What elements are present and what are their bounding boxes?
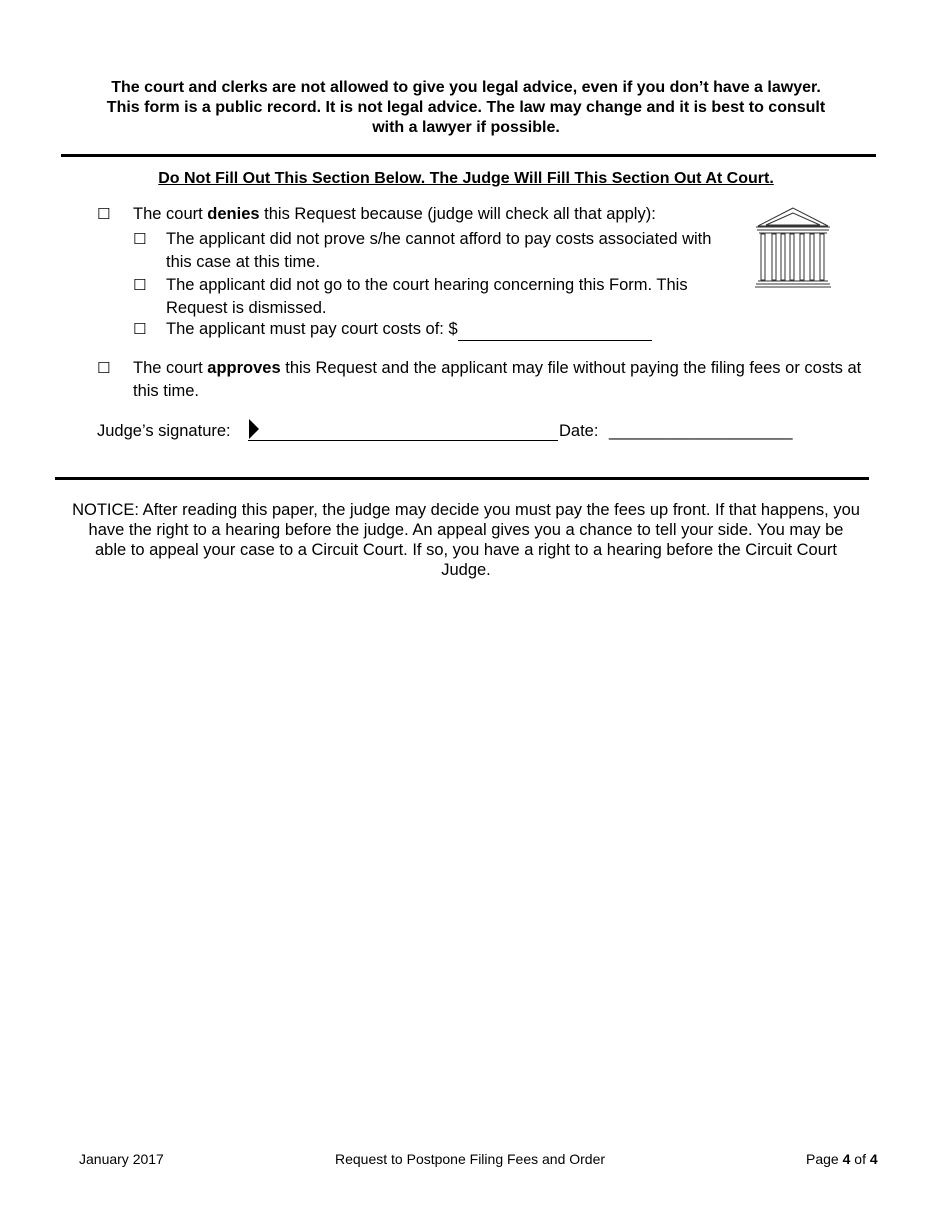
sign-here-arrow-icon (248, 418, 260, 440)
option-text: The applicant did not prove s/he cannot afford to pay costs associated with (166, 230, 712, 248)
judge-signature-label: Judge’s signature: (97, 422, 231, 440)
option-checkbox[interactable]: ☐ (133, 277, 147, 294)
denies-text: The court denies this Request because (judge will check all that apply): (133, 205, 656, 223)
denies-keyword: denies (207, 205, 260, 223)
approves-text-cont: this time. (133, 382, 200, 400)
option-checkbox[interactable]: ☐ (133, 231, 147, 248)
date-field[interactable]: ____________________ (609, 422, 793, 440)
footer-date: January 2017 (79, 1151, 164, 1167)
denies-option-no-show (133, 274, 688, 317)
denies-row (97, 203, 656, 226)
option-checkbox[interactable]: ☐ (133, 321, 147, 338)
denies-option-not-proven (133, 228, 712, 271)
current-page: 4 (842, 1151, 851, 1167)
bottom-divider (55, 477, 869, 480)
option-text: The applicant must pay court costs of: $ (166, 320, 458, 338)
notice-line-1: NOTICE: After reading this paper, the judge may decide you must pay the fees up front. If that happens, you (72, 501, 860, 519)
judge-section-heading: Do Not Fill Out This Section Below. The Judge Will Fill This Section Out At Court. (158, 170, 774, 187)
denies-checkbox[interactable]: ☐ (97, 206, 111, 223)
appeal-notice (52, 500, 880, 580)
approves-row (97, 357, 897, 400)
court-costs-amount-field[interactable] (458, 322, 652, 341)
denies-option-pay-costs (133, 318, 458, 341)
disclaimer-line-3: with a lawyer if possible. (372, 119, 560, 136)
legal-disclaimer (60, 78, 872, 138)
footer-form-title: Request to Postpone Filing Fees and Order (335, 1151, 606, 1167)
courthouse-icon (754, 206, 832, 288)
notice-line-4: Judge. (441, 561, 491, 579)
notice-line-2: have the right to a hearing before the judge. An appeal gives you a chance to tell your side. You may be (88, 521, 844, 539)
total-pages: 4 (869, 1151, 878, 1167)
top-divider (61, 154, 876, 157)
option-text-cont: this case at this time. (166, 253, 321, 271)
approves-text: The court approves this Request and the applicant may file without paying the filing fees or costs at (133, 359, 862, 377)
signature-row (97, 420, 231, 443)
judge-signature-field[interactable] (248, 440, 558, 441)
footer-page-number: Page 4 of 4 (806, 1151, 878, 1167)
option-text: The applicant did not go to the court hearing concerning this Form. This (166, 276, 688, 294)
notice-line-3: able to appeal your case to a Circuit Court. If so, you have a right to a hearing before the Circuit Court (95, 541, 837, 559)
disclaimer-line-1: The court and clerks are not allowed to give you legal advice, even if you don’t have a lawyer. (111, 79, 821, 96)
approves-keyword: approves (207, 359, 281, 377)
date-label: Date: (559, 422, 599, 440)
approves-checkbox[interactable]: ☐ (97, 360, 111, 377)
option-text-cont: Request is dismissed. (166, 299, 327, 317)
disclaimer-line-2: This form is a public record. It is not legal advice. The law may change and it is best to consult (106, 99, 826, 116)
